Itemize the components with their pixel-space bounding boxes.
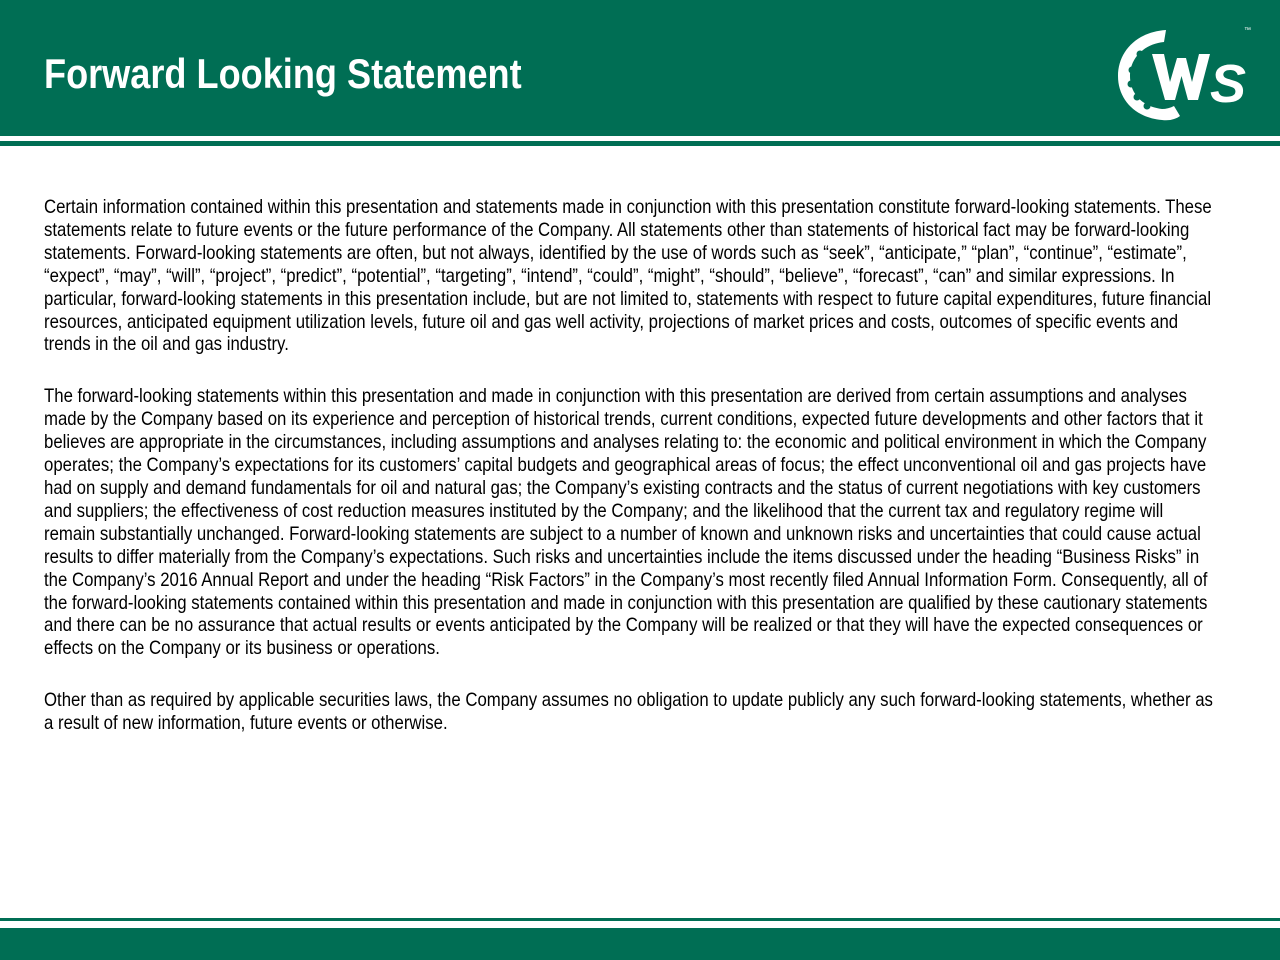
statement-body xyxy=(44,196,1214,764)
paragraph-no-obligation: Other than as required by applicable securities laws, the Company assumes no obligation to update publicly any such forward-looking statements, whether as a result of new information, future events or otherwise. xyxy=(44,689,1213,735)
footer-bar xyxy=(0,928,1280,960)
header-bar xyxy=(0,0,1280,136)
page-title: Forward Looking Statement xyxy=(44,50,522,97)
cws-logo-icon xyxy=(1110,18,1260,128)
svg-text:S: S xyxy=(1210,54,1247,114)
svg-text:™: ™ xyxy=(1244,27,1251,34)
header-divider xyxy=(0,141,1280,146)
paragraph-forward-looking-definition: Certain information contained within this presentation and statements made in conjunction with this presentation constitute forward-looking statements. These statements relate to future events or the future performance of the Company. All statements other than statements of historical fact may be forward-looking statements. Forward-looking statements are often, but not always, identified by the use of words such as “seek”, “anticipate,” “plan”, “continue”, “estimate”, “expect”, “may”, “will”, “project”, “predict”, “potential”, “targeting”, “intend”, “could”, “might”, “should”, “believe”, “forecast”, “can” and similar expressions. In particular, forward-looking statements in this presentation include, but are not limited to, statements with respect to future capital expenditures, future financial resources, anticipated equipment utilization levels, future oil and gas well activity, projections of market prices and costs, outcomes of specific events and trends in the oil and gas industry. xyxy=(44,196,1212,356)
paragraph-assumptions-and-risks: The forward-looking statements within this presentation and made in conjunction with this presentation are derived from certain assumptions and analyses made by the Company based on its experience and perception of historical trends, current conditions, expected future developments and other factors that it believes are appropriate in the circumstances, including assumptions and analyses relating to: the economic and political environment in which the Company operates; the Company’s expectations for its customers’ capital budgets and geographical areas of focus; the effect unconventional oil and gas projects have had on supply and demand fundamentals for oil and natural gas; the Company’s existing contracts and the status of current negotiations with key customers and suppliers; the effectiveness of cost reduction measures instituted by the Company; and the likelihood that the current tax and regulatory regime will remain substantially unchanged. Forward-looking statements are subject to a number of known and unknown risks and uncertainties that could cause actual results to differ materially from the Company’s expectations. Such risks and uncertainties include the items discussed under the heading “Business Risks” in the Company’s 2016 Annual Report and under the heading “Risk Factors” in the Company’s most recently filed Annual Information Form. Consequently, all of the forward-looking statements contained within this presentation and made in conjunction with this presentation are qualified by these cautionary statements and there can be no assurance that actual results or events anticipated by the Company will be realized or that they will have the expected consequences or effects on the Company or its business or operations. xyxy=(44,385,1208,660)
footer-divider xyxy=(0,918,1280,921)
